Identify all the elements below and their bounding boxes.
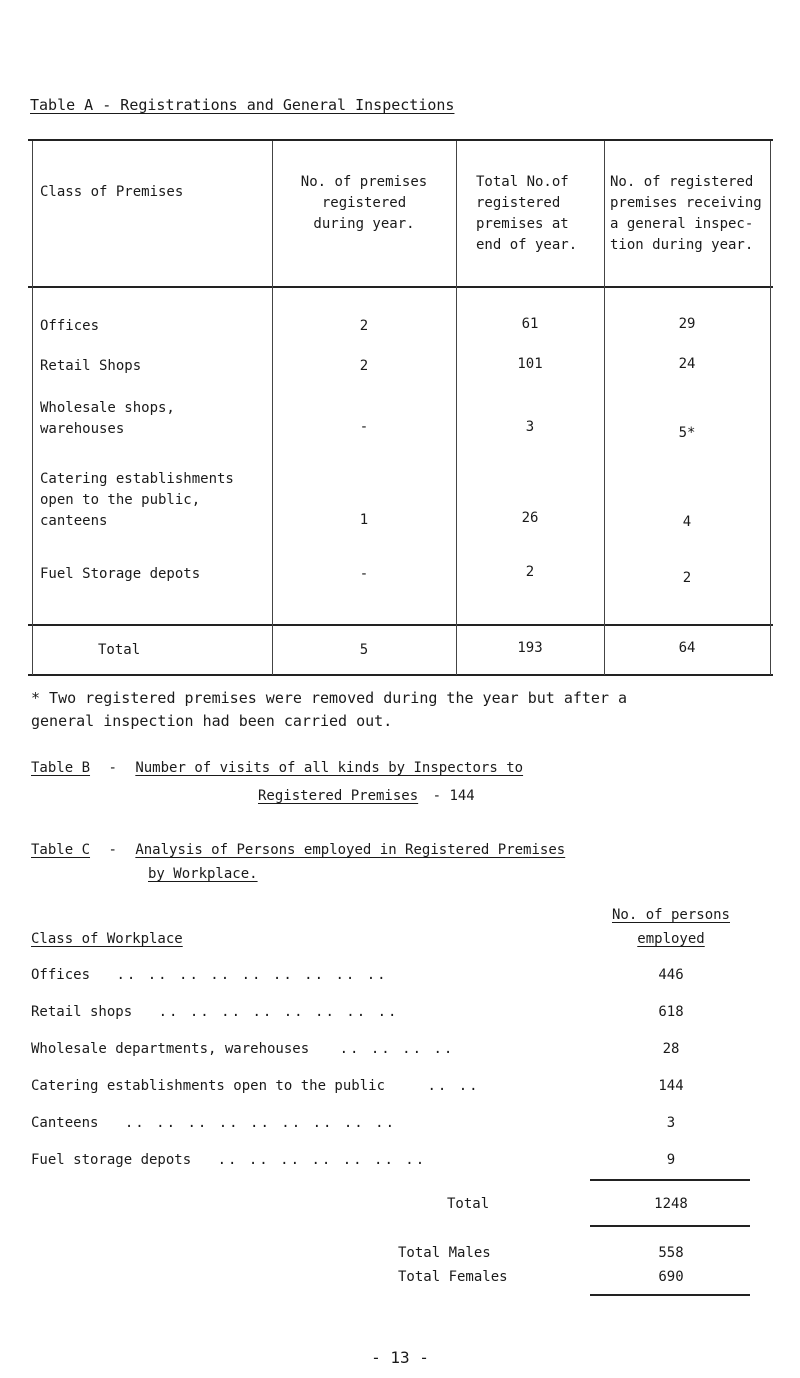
row-inspected: 24: [678, 356, 696, 372]
table-a-left-border: [32, 141, 33, 675]
row-inspected: 4: [682, 514, 692, 530]
row-registered: 1: [359, 512, 369, 528]
workplace-label: Wholesale departments, warehouses .. .. .. ..: [31, 1041, 455, 1057]
workplace-value: 28: [662, 1041, 680, 1057]
row-label: Catering establishments open to the public, canteens: [40, 471, 234, 529]
total-males-value: 558: [658, 1245, 684, 1261]
workplace-value: 618: [658, 1004, 684, 1020]
page-number: - 13 -: [371, 1348, 429, 1367]
table-b-heading: Table B - Number of visits of all kinds by Inspectors to: [31, 760, 524, 776]
table-a-bottom-rule: [28, 674, 773, 676]
grand-total-value: 1248: [654, 1196, 688, 1212]
workplace-value: 9: [666, 1152, 676, 1168]
total-rule-bottom: [590, 1294, 750, 1296]
workplace-value: 3: [666, 1115, 676, 1131]
workplace-value: 144: [658, 1078, 684, 1094]
table-a-footnote: * Two registered premises were removed during the year but after a general inspection had been carried out.: [31, 689, 628, 730]
row-total: 3: [525, 419, 535, 435]
row-registered: -: [359, 419, 369, 435]
table-a-title: Table A - Registrations and General Inspections: [30, 96, 455, 114]
header-inspected: No. of registered premises receiving a general inspec- tion during year.: [610, 174, 762, 253]
table-a-total-rule: [28, 624, 773, 626]
total-females-value: 690: [658, 1269, 684, 1285]
col-persons-line2: employed: [637, 931, 705, 947]
total-rule-mid: [590, 1225, 750, 1227]
row-registered: 2: [359, 358, 369, 374]
table-a-col-divider-3: [604, 141, 605, 675]
row-inspected: 5*: [678, 425, 696, 441]
table-a-right-border: [770, 141, 771, 675]
grand-total-label: Total: [447, 1196, 490, 1212]
total-males-label: Total Males: [398, 1245, 491, 1261]
workplace-value: 446: [658, 967, 684, 983]
row-total: 26: [521, 510, 539, 526]
table-c-subheading: by Workplace.: [148, 866, 258, 882]
total-inspected: 64: [678, 640, 696, 656]
row-label: Wholesale shops, warehouses: [40, 400, 175, 437]
table-c-heading: Table C - Analysis of Persons employed in Registered Premises: [31, 842, 566, 858]
total-registered: 5: [359, 642, 369, 658]
header-total: Total No.of registered premises at end of year.: [476, 174, 578, 253]
header-registered: No. of premises registered during year.: [300, 174, 428, 232]
total-rule-top: [590, 1179, 750, 1181]
workplace-label: Catering establishments open to the public .. ..: [31, 1078, 480, 1094]
row-label: Offices: [40, 318, 100, 334]
table-a-col-divider-2: [456, 141, 457, 675]
header-class-of-premises: Class of Premises: [40, 184, 184, 200]
workplace-label: Canteens .. .. .. .. .. .. .. .. ..: [31, 1115, 397, 1131]
total-females-label: Total Females: [398, 1269, 508, 1285]
row-inspected: 2: [682, 570, 692, 586]
row-label: Fuel Storage depots: [40, 566, 201, 582]
col-persons-line1: No. of persons: [611, 907, 730, 923]
workplace-label: Fuel storage depots .. .. .. .. .. .. ..: [31, 1152, 427, 1168]
row-registered: -: [359, 566, 369, 582]
row-registered: 2: [359, 318, 369, 334]
row-inspected: 29: [678, 316, 696, 332]
row-label: Retail Shops: [40, 358, 142, 374]
col-class-of-workplace: Class of Workplace: [31, 931, 183, 947]
table-a-top-rule: [28, 139, 773, 141]
workplace-label: Retail shops .. .. .. .. .. .. .. ..: [31, 1004, 399, 1020]
row-total: 2: [525, 564, 535, 580]
table-b-subheading: Registered Premises - 144: [258, 788, 475, 804]
total-label: Total: [98, 642, 141, 658]
row-total: 101: [517, 356, 543, 372]
workplace-label: Offices .. .. .. .. .. .. .. .. ..: [31, 967, 388, 983]
row-total: 61: [521, 316, 539, 332]
total-total: 193: [517, 640, 543, 656]
table-a-header-rule: [28, 286, 773, 288]
